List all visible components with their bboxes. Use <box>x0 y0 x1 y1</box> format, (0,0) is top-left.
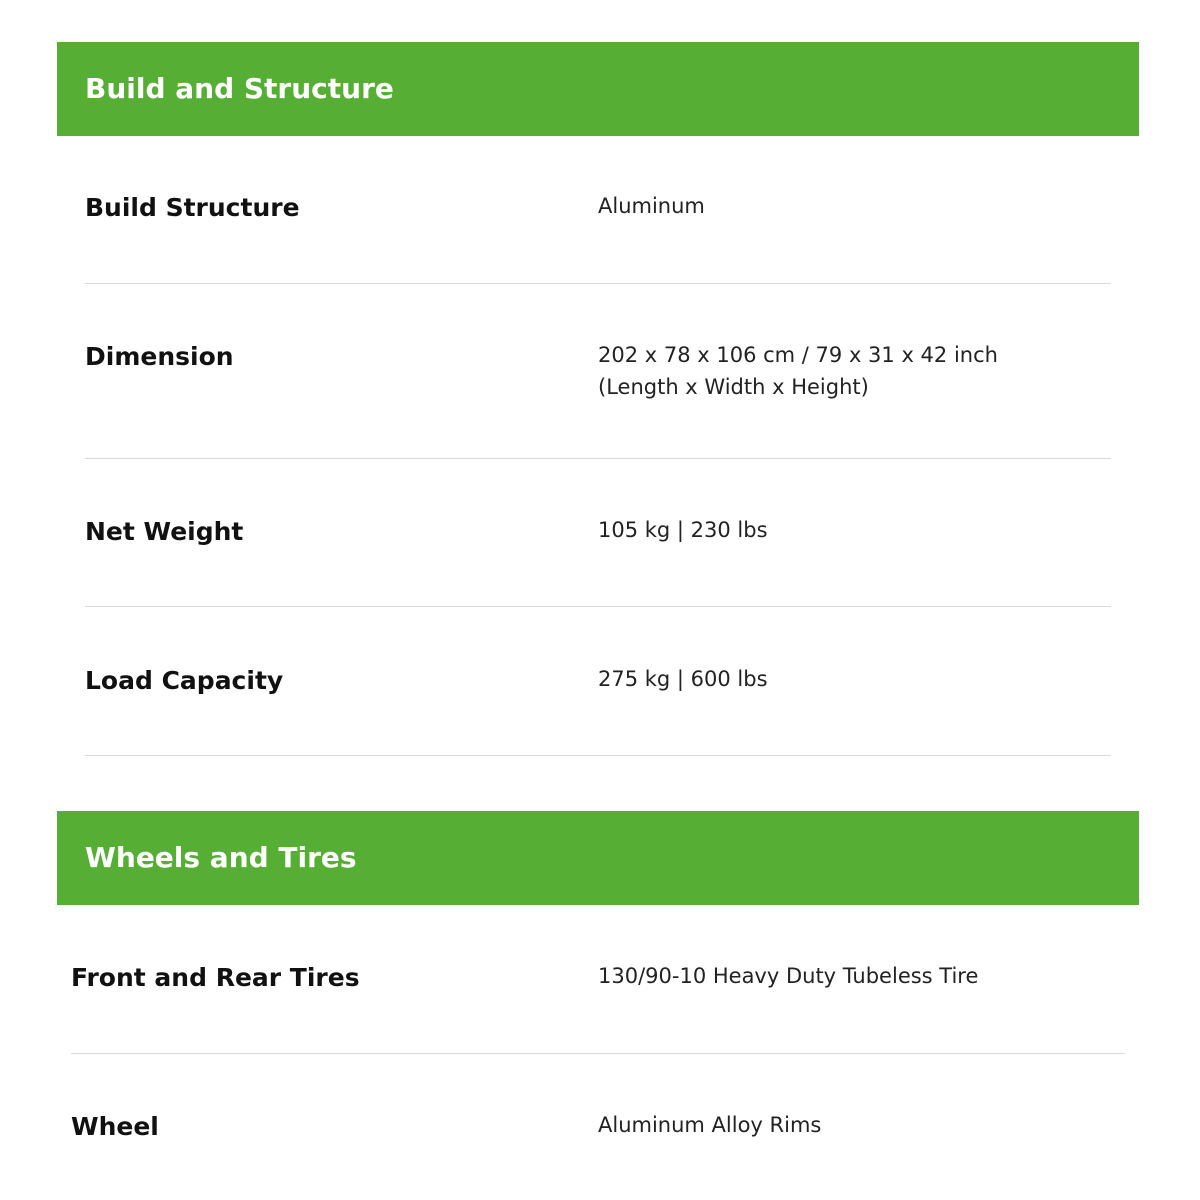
row-divider <box>85 283 1111 284</box>
spec-value: Aluminum Alloy Rims <box>598 1113 822 1137</box>
spec-label: Front and Rear Tires <box>71 963 360 992</box>
row-divider <box>71 1053 1125 1054</box>
row-divider <box>85 755 1111 756</box>
spec-value: 130/90-10 Heavy Duty Tubeless Tire <box>598 964 979 988</box>
row-divider <box>85 606 1111 607</box>
section-header-build-and-structure <box>57 42 1139 136</box>
spec-value: 105 kg | 230 lbs <box>598 518 768 542</box>
section-header-wheels-and-tires <box>57 811 1139 905</box>
row-divider <box>85 458 1111 459</box>
spec-label: Build Structure <box>85 193 300 222</box>
spec-value: 202 x 78 x 106 cm / 79 x 31 x 42 inch <box>598 343 998 367</box>
spec-label: Net Weight <box>85 517 244 546</box>
spec-label: Load Capacity <box>85 666 284 695</box>
spec-value-secondary: (Length x Width x Height) <box>598 375 869 399</box>
spec-label: Wheel <box>71 1112 159 1141</box>
spec-value: 275 kg | 600 lbs <box>598 667 768 691</box>
spec-value: Aluminum <box>598 194 705 218</box>
section-title: Build and Structure <box>85 72 394 105</box>
section-title: Wheels and Tires <box>85 841 357 874</box>
spec-label: Dimension <box>85 342 234 371</box>
